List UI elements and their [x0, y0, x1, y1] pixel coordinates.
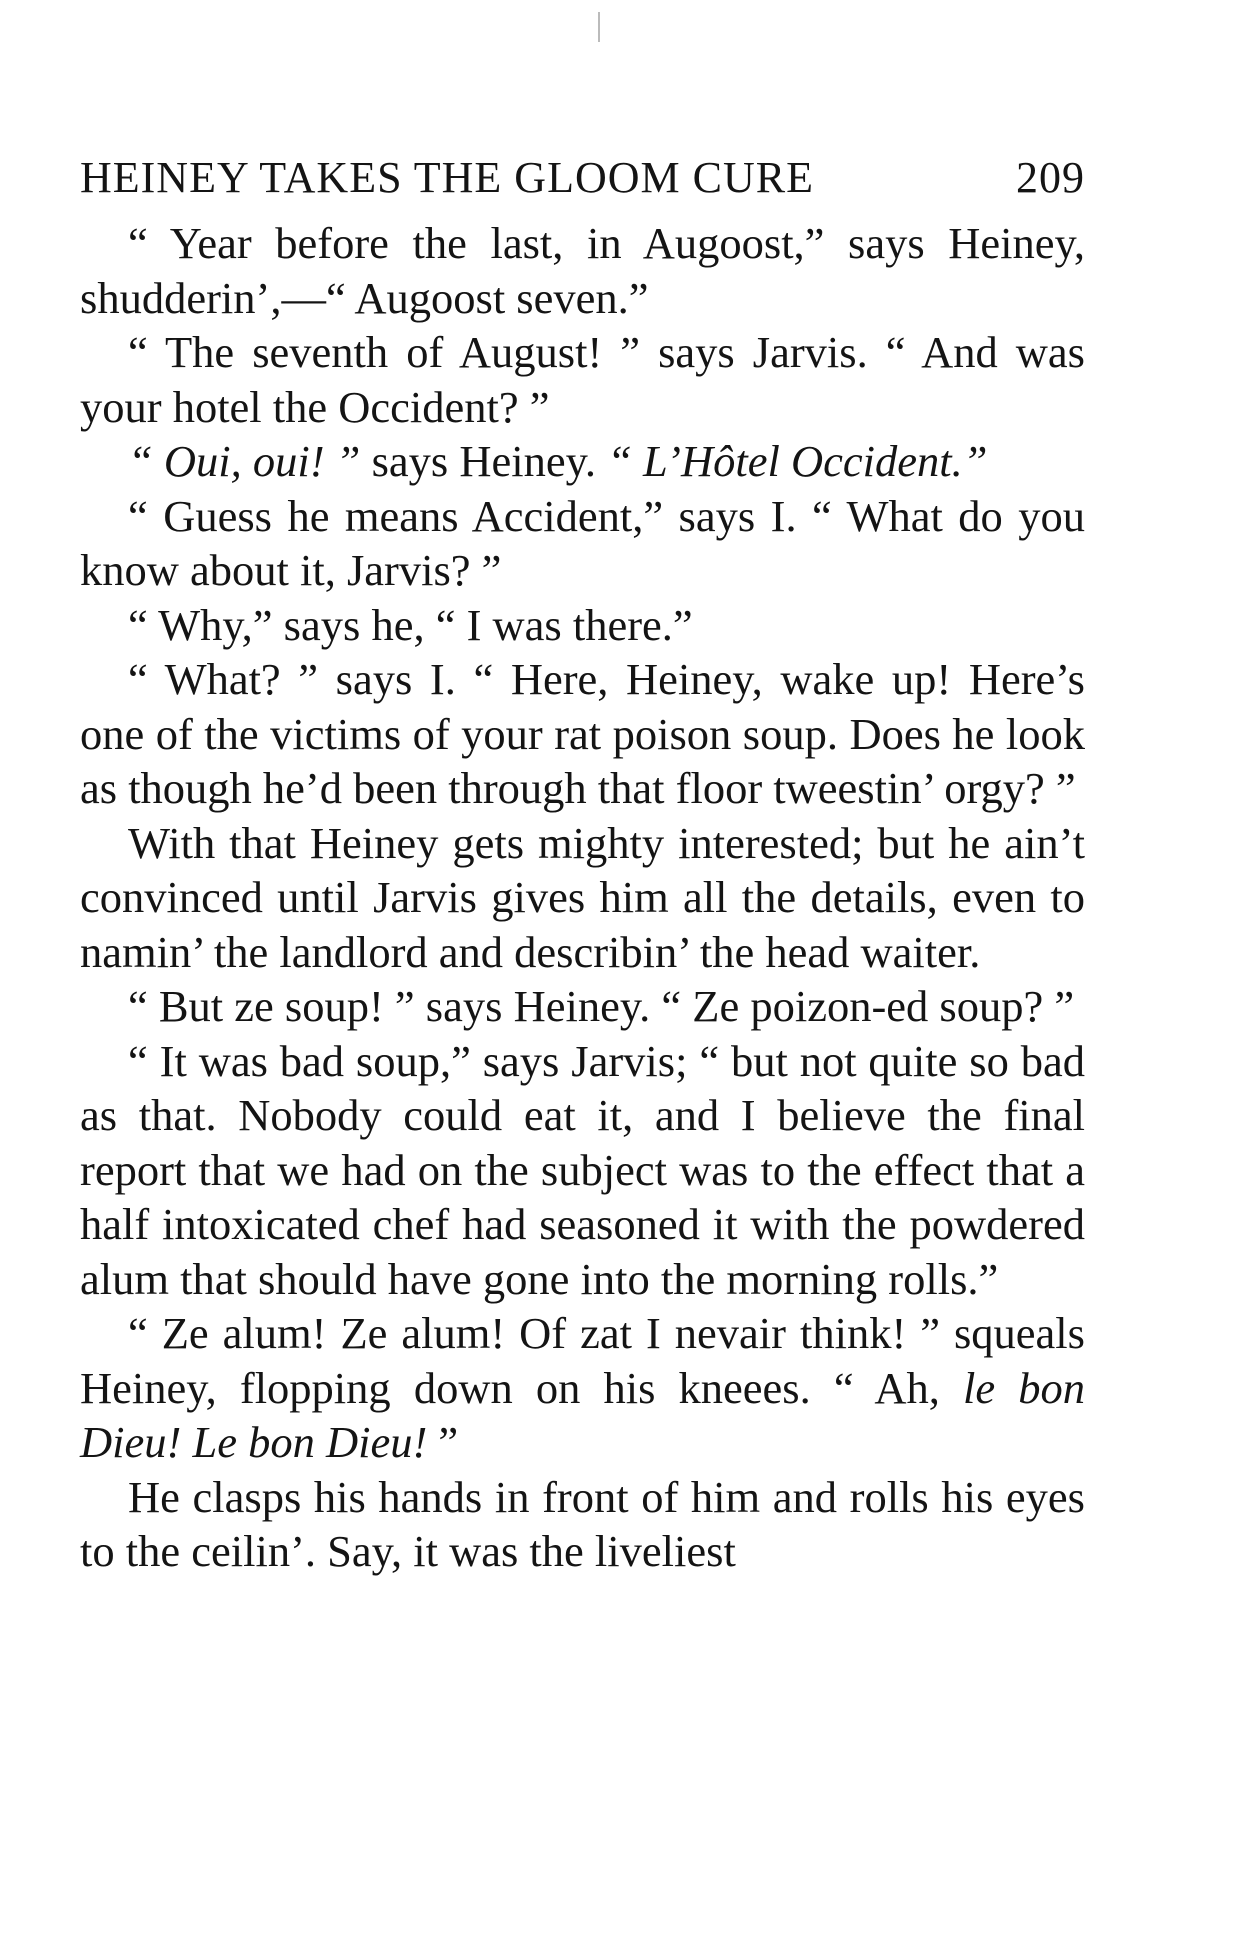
text-run: “ It was bad soup,” says Jarvis; “ but not quite so bad as that. Nobody could eat it, and I believe the final report that we had on the subject was to the effect that a half intoxicated chef had seasoned it with the powdered alum that should have gone into the morning rolls.” — [80, 1035, 1085, 1304]
page-number: 209 — [1016, 153, 1085, 202]
chapter-title: HEINEY TAKES THE GLOOM CURE — [80, 153, 814, 202]
paragraph — [80, 489, 1085, 598]
running-head — [80, 150, 1085, 206]
paragraph — [80, 816, 1085, 980]
paragraph — [80, 434, 1085, 489]
paragraph — [80, 1470, 1085, 1579]
body-text — [80, 216, 1085, 1579]
italic-run: “ Oui, oui! ” — [128, 436, 361, 486]
paragraph — [80, 1034, 1085, 1307]
text-run: “ Guess he means Accident,” says I. “ What do you know about it, Jarvis? ” — [80, 490, 1085, 595]
italic-run: le bon Dieu! Le bon Dieu! — [80, 1362, 1085, 1467]
book-page — [80, 150, 1085, 1579]
text-run: ” — [438, 1417, 459, 1467]
paragraph — [80, 652, 1085, 816]
italic-run: “ L’Hôtel Occident.” — [607, 436, 988, 486]
paragraph — [80, 1306, 1085, 1470]
text-run: With that Heiney gets mighty interested; but he ain’t convinced until Jarvis gives him all the details, even to namin’ the landlord and describin’ the head waiter. — [80, 817, 1085, 977]
text-run: “ But ze soup! ” says Heiney. “ Ze poizon-ed soup? ” — [128, 981, 1075, 1031]
text-run: “ The seventh of August! ” says Jarvis. “ And was your hotel the Occident? ” — [80, 327, 1085, 432]
text-run: “ Ze alum! Ze alum! Of zat I nevair think! ” squeals Heiney, flopping down on his kneees. “ Ah, — [80, 1308, 1085, 1413]
text-run: says Heiney. — [360, 436, 608, 486]
paragraph — [80, 325, 1085, 434]
text-run: “ What? ” says I. “ Here, Heiney, wake up! Here’s one of the victims of your rat poison soup. Does he look as though he’d been through that floor tweestin’ orgy? ” — [80, 654, 1085, 813]
paragraph — [80, 216, 1085, 325]
text-run: “ Year before the last, in Augoost,” says Heiney, shudderin’,—“ Augoost seven.” — [80, 218, 1085, 323]
paragraph — [80, 979, 1085, 1034]
scan-speck — [598, 12, 600, 42]
text-run: “ Why,” says he, “ I was there.” — [128, 599, 693, 650]
text-run: He clasps his hands in front of him and rolls his eyes to the ceilin’. Say, it was the liveliest — [80, 1471, 1085, 1576]
paragraph — [80, 598, 1085, 653]
